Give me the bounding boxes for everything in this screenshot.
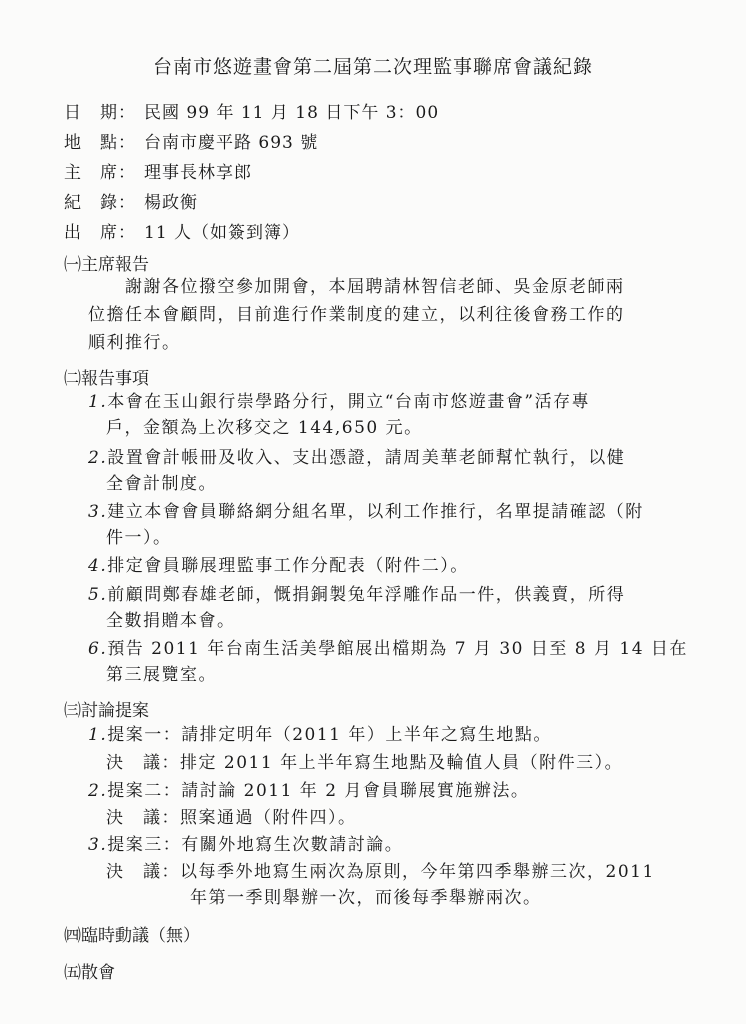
item-number: 4. (88, 556, 108, 576)
item-text: 設置會計帳冊及收入、支出憑證，請周美華老師幫忙執行，以健 (107, 448, 626, 468)
section-heading-chair-report: ㈠主席報告 (64, 255, 149, 275)
paragraph-line: 位擔任本會顧問，目前進行作業制度的建立，以利往後會務工作的 (88, 305, 625, 325)
meta-label: 出 席： (64, 223, 136, 243)
section-heading-adjourn: ㈤散會 (64, 963, 115, 983)
report-item-cont: 戶，金額為上次移交之 144,650 元。 (106, 418, 423, 438)
item-text: 建立本會會員聯絡網分組名單，以利工作推行，名單提請確認（附 (107, 502, 644, 522)
meta-date (64, 98, 439, 123)
item-number: 5. (88, 585, 108, 605)
meta-label: 日 期： (64, 103, 136, 123)
section-heading-report-items: ㈡報告事項 (64, 369, 149, 389)
meta-label: 主 席： (64, 163, 136, 183)
resolution-line: 決 議：以每季外地寫生兩次為原則，今年第四季舉辦三次，2011 (106, 862, 655, 882)
meta-chair (64, 158, 252, 183)
meta-value: 理事長林享郎 (144, 163, 252, 183)
report-item-cont: 第三展覽室。 (106, 665, 217, 685)
report-item (88, 443, 625, 468)
report-item (88, 387, 590, 412)
paragraph-line: 順利推行。 (88, 333, 181, 353)
item-number: 1. (88, 392, 108, 412)
proposal-text: 提案三：有關外地寫生次數請討論。 (107, 835, 404, 855)
report-item (88, 580, 625, 605)
proposal-line (88, 720, 552, 745)
meta-recorder (64, 188, 198, 213)
report-item (88, 551, 469, 576)
report-item-cont: 件一）。 (106, 528, 172, 548)
report-item (88, 634, 688, 659)
section-heading-proposals: ㈢討論提案 (64, 701, 149, 721)
meta-value: 楊政衡 (144, 193, 198, 213)
item-text: 預告 2011 年台南生活美學館展出檔期為 7 月 30 日至 8 月 14 日在 (107, 639, 688, 659)
item-text: 排定會員聯展理監事工作分配表（附件二）。 (107, 556, 469, 576)
paragraph-line: 謝謝各位撥空參加開會，本屆聘請林智信老師、吳金原老師兩 (125, 277, 625, 297)
meta-value: 民國 99 年 11 月 18 日下午 3：00 (144, 103, 440, 123)
item-number: 3. (88, 502, 108, 522)
item-number: 6. (88, 639, 108, 659)
resolution-line-cont: 年第一季則舉辦一次，而後每季舉辦兩次。 (190, 888, 542, 908)
resolution-line: 決 議：照案通過（附件四）。 (106, 808, 357, 828)
section-heading-extempore: ㈣臨時動議（無） (64, 926, 200, 946)
item-number: 2. (88, 448, 108, 468)
report-item-cont: 全數捐贈本會。 (106, 611, 236, 631)
meta-location (64, 128, 318, 153)
proposal-line (88, 776, 529, 801)
meta-label: 地 點： (64, 133, 136, 153)
item-text: 前顧問鄭春雄老師，慨捐銅製兔年浮雕作品一件，供義賣，所得 (107, 585, 626, 605)
item-number: 3. (88, 835, 108, 855)
proposal-text: 提案一：請排定明年（2011 年）上半年之寫生地點。 (107, 725, 552, 745)
item-text: 本會在玉山銀行崇學路分行，開立“台南市悠遊畫會”活存專 (107, 392, 591, 412)
report-item-cont: 全會計制度。 (106, 474, 217, 494)
meta-value: 台南市慶平路 693 號 (144, 133, 319, 153)
meta-label: 紀 錄： (64, 193, 136, 213)
item-number: 1. (88, 725, 108, 745)
meta-attendance (64, 218, 300, 243)
proposal-line (88, 830, 403, 855)
report-item (88, 497, 644, 522)
item-number: 2. (88, 781, 108, 801)
page-title: 台南市悠遊畫會第二屆第二次理監事聯席會議紀錄 (152, 56, 593, 78)
meta-value: 11 人（如簽到簿） (144, 223, 301, 243)
proposal-text: 提案二：請討論 2011 年 2 月會員聯展實施辦法。 (107, 781, 530, 801)
resolution-line: 決 議：排定 2011 年上半年寫生地點及輪值人員（附件三）。 (106, 753, 624, 773)
